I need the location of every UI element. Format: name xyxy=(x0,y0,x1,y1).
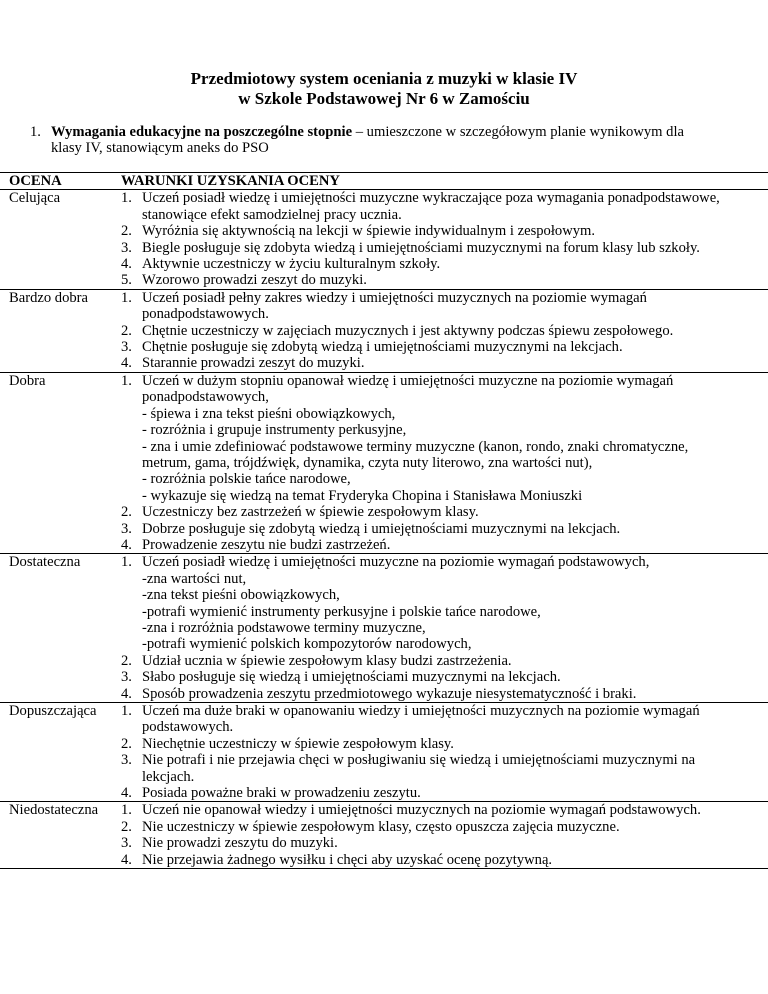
condition-number: 3. xyxy=(121,669,132,686)
condition-text: Uczeń posiadł wiedzę i umiejętności muzyczne wykraczające poza wymagania ponadpodstawowe, stanowiące efekt samodzielnej pracy ucznia. xyxy=(142,190,720,223)
condition-number: 4. xyxy=(121,685,132,702)
condition-item xyxy=(121,504,728,520)
condition-subitem: - zna i umie zdefiniować podstawowe terminy muzyczne (kanon, rondo, znaki chromatyczne, metrum, gama, trójdźwięk, dynamika, czyta nuty literowo, zna wartości nut), xyxy=(142,438,689,471)
grade-conditions xyxy=(121,289,768,372)
condition-subitem: -zna tekst pieśni obowiązkowych, xyxy=(142,587,340,604)
table-row xyxy=(0,289,768,372)
condition-number: 4. xyxy=(121,785,132,802)
condition-body xyxy=(142,835,728,851)
requirements-description: – umieszczone w szczegółowym planie wynikowym dla klasy IV, stanowiącym aneks do PSO xyxy=(51,124,684,157)
condition-body xyxy=(142,240,728,256)
condition-number: 1. xyxy=(121,190,132,207)
document-title xyxy=(0,69,768,109)
condition-text: Nie uczestniczy w śpiewie zespołowym klasy, często opuszcza zajęcia muzyczne. xyxy=(142,818,620,835)
grade-name: Dobra xyxy=(0,372,121,553)
condition-item xyxy=(121,521,728,537)
requirements-heading: Wymagania edukacyjne na poszczególne stopnie xyxy=(51,124,353,140)
table-header-row xyxy=(0,173,768,190)
condition-number: 4. xyxy=(121,355,132,372)
condition-text: Posiada poważne braki w prowadzeniu zeszytu. xyxy=(142,785,421,802)
condition-number: 3. xyxy=(121,239,132,256)
condition-body xyxy=(142,256,728,272)
condition-text: Biegle posługuje się zdobyta wiedzą i umiejętnościami muzycznymi na forum klasy lub szkoły. xyxy=(142,239,700,256)
condition-number: 3. xyxy=(121,339,132,356)
grade-conditions xyxy=(121,554,768,703)
condition-item xyxy=(121,240,728,256)
grade-conditions xyxy=(121,372,768,553)
condition-body xyxy=(142,373,728,504)
condition-number: 1. xyxy=(121,802,132,819)
condition-body xyxy=(142,653,728,669)
condition-item xyxy=(121,290,728,323)
condition-body xyxy=(142,190,728,223)
condition-item xyxy=(121,703,728,736)
condition-body xyxy=(142,686,728,702)
condition-item xyxy=(121,190,728,223)
condition-body xyxy=(142,852,728,868)
condition-body xyxy=(142,554,728,652)
grade-name: Dopuszczająca xyxy=(0,703,121,802)
condition-number: 2. xyxy=(121,818,132,835)
condition-item xyxy=(121,835,728,851)
condition-subitem: - śpiewa i zna tekst pieśni obowiązkowych, xyxy=(142,405,396,422)
condition-body xyxy=(142,703,728,736)
condition-text: Nie przejawia żadnego wysiłku i chęci aby uzyskać ocenę pozytywną. xyxy=(142,851,553,868)
condition-item xyxy=(121,256,728,272)
condition-item xyxy=(121,355,728,371)
condition-text: Uczeń nie opanował wiedzy i umiejętności muzycznych na poziomie wymagań podstawowych. xyxy=(142,802,701,819)
condition-item xyxy=(121,819,728,835)
condition-item xyxy=(121,554,728,652)
title-line-1: Przedmiotowy system oceniania z muzyki w klasie IV xyxy=(190,69,578,88)
condition-number: 3. xyxy=(121,520,132,537)
condition-subitem: - rozróżnia polskie tańce narodowe, xyxy=(142,471,351,488)
condition-body xyxy=(142,736,728,752)
grade-conditions xyxy=(121,703,768,802)
condition-text: Słabo posługuje się wiedzą i umiejętnościami muzycznymi na lekcjach. xyxy=(142,669,561,686)
condition-text: Udział ucznia w śpiewie zespołowym klasy budzi zastrzeżenia. xyxy=(142,652,512,669)
condition-number: 3. xyxy=(121,835,132,852)
condition-item xyxy=(121,537,728,553)
condition-subitem: -potrafi wymienić polskich kompozytorów narodowych, xyxy=(142,636,472,653)
condition-body xyxy=(142,290,728,323)
requirements-number: 1. xyxy=(30,124,41,140)
condition-text: Niechętnie uczestniczy w śpiewie zespołowym klasy. xyxy=(142,735,454,752)
requirements-text xyxy=(51,124,710,157)
condition-number: 1. xyxy=(121,289,132,306)
grade-name: Celująca xyxy=(0,190,121,289)
condition-item xyxy=(121,852,728,868)
condition-text: Sposób prowadzenia zeszytu przedmiotowego wykazuje niesystematyczność i braki. xyxy=(142,685,637,702)
condition-item xyxy=(121,802,728,818)
condition-subitem: - rozróżnia i grupuje instrumenty perkusyjne, xyxy=(142,422,407,439)
condition-number: 2. xyxy=(121,652,132,669)
condition-body xyxy=(142,802,728,818)
condition-subitem: -zna i rozróżnia podstawowe terminy muzyczne, xyxy=(142,619,426,636)
condition-body xyxy=(142,669,728,685)
table-row xyxy=(0,703,768,802)
condition-text: Nie prowadzi zeszytu do muzyki. xyxy=(142,835,338,852)
condition-item xyxy=(121,223,728,239)
condition-number: 2. xyxy=(121,322,132,339)
condition-body xyxy=(142,504,728,520)
condition-number: 5. xyxy=(121,272,132,289)
condition-item xyxy=(121,752,728,785)
condition-text: Nie potrafi i nie przejawia chęci w posługiwaniu się wiedzą i umiejętnościami muzycznymi na lekcjach. xyxy=(142,752,696,785)
condition-item xyxy=(121,323,728,339)
header-grade: OCENA xyxy=(0,173,121,190)
grade-conditions xyxy=(121,190,768,289)
condition-text: Wzorowo prowadzi zeszyt do muzyki. xyxy=(142,272,367,289)
condition-text: Aktywnie uczestniczy w życiu kulturalnym szkoły. xyxy=(142,256,441,273)
condition-text: Uczeń posiadł wiedzę i umiejętności muzyczne na poziomie wymagań podstawowych, xyxy=(142,554,650,571)
table-row xyxy=(0,554,768,703)
grade-name: Bardzo dobra xyxy=(0,289,121,372)
condition-body xyxy=(142,819,728,835)
condition-body xyxy=(142,339,728,355)
condition-body xyxy=(142,785,728,801)
condition-subitem: -zna wartości nut, xyxy=(142,570,247,587)
condition-number: 1. xyxy=(121,372,132,389)
condition-text: Chętnie uczestniczy w zajęciach muzycznych i jest aktywny podczas śpiewu zespołowego. xyxy=(142,322,674,339)
condition-item xyxy=(121,339,728,355)
condition-item xyxy=(121,373,728,504)
condition-text: Wyróżnia się aktywnością na lekcji w śpiewie indywidualnym i zespołowym. xyxy=(142,223,596,240)
condition-body xyxy=(142,223,728,239)
condition-subitem: - wykazuje się wiedzą na temat Fryderyka Chopina i Stanisława Moniuszki xyxy=(142,487,583,504)
condition-text: Starannie prowadzi zeszyt do muzyki. xyxy=(142,355,365,372)
requirements-paragraph xyxy=(30,124,710,157)
condition-number: 4. xyxy=(121,536,132,553)
condition-number: 2. xyxy=(121,735,132,752)
condition-number: 1. xyxy=(121,554,132,571)
condition-body xyxy=(142,521,728,537)
condition-body xyxy=(142,355,728,371)
header-conditions: WARUNKI UZYSKANIA OCENY xyxy=(121,173,768,190)
condition-text: Chętnie posługuje się zdobytą wiedzą i umiejętnościami muzycznymi na lekcjach. xyxy=(142,339,623,356)
condition-text: Uczeń w dużym stopniu opanował wiedzę i umiejętności muzyczne na poziomie wymagań ponadpodstawowych, xyxy=(142,372,674,406)
condition-body xyxy=(142,752,728,785)
grade-name: Niedostateczna xyxy=(0,802,121,869)
grading-table xyxy=(0,172,768,869)
condition-text: Uczeń posiadł pełny zakres wiedzy i umiejętności muzycznych na poziomie wymagań ponadpodstawowych. xyxy=(142,289,647,323)
grade-conditions xyxy=(121,802,768,869)
condition-number: 1. xyxy=(121,703,132,719)
table-row xyxy=(0,372,768,553)
title-line-2: w Szkole Podstawowej Nr 6 w Zamościu xyxy=(238,89,530,108)
table-row xyxy=(0,190,768,289)
condition-number: 4. xyxy=(121,256,132,273)
condition-text: Uczeń ma duże braki w opanowaniu wiedzy i umiejętności muzycznych na poziomie wymagań podstawowych. xyxy=(142,703,700,736)
condition-body xyxy=(142,272,728,288)
condition-number: 4. xyxy=(121,851,132,868)
condition-text: Prowadzenie zeszytu nie budzi zastrzeżeń. xyxy=(142,536,391,553)
table-row xyxy=(0,802,768,869)
condition-item xyxy=(121,653,728,669)
condition-item xyxy=(121,785,728,801)
grade-name: Dostateczna xyxy=(0,554,121,703)
condition-item xyxy=(121,686,728,702)
condition-text: Dobrze posługuje się zdobytą wiedzą i umiejętnościami muzycznymi na lekcjach. xyxy=(142,520,621,537)
condition-item xyxy=(121,736,728,752)
condition-number: 2. xyxy=(121,223,132,240)
condition-body xyxy=(142,537,728,553)
condition-item xyxy=(121,272,728,288)
condition-subitem: -potrafi wymienić instrumenty perkusyjne i polskie tańce narodowe, xyxy=(142,603,541,620)
condition-number: 3. xyxy=(121,752,132,769)
condition-item xyxy=(121,669,728,685)
condition-body xyxy=(142,323,728,339)
condition-text: Uczestniczy bez zastrzeżeń w śpiewie zespołowym klasy. xyxy=(142,504,479,521)
condition-number: 2. xyxy=(121,504,132,521)
